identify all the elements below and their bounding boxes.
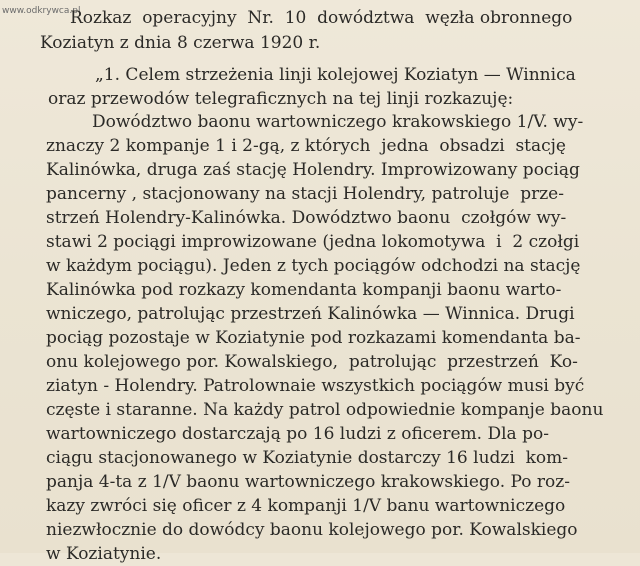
text-line: Koziatyn z dnia 8 czerwa 1920 r.: [40, 33, 321, 53]
text-line: częste i staranne. Na każdy patrol odpowiednie kompanje baonu: [46, 400, 604, 420]
text-line: wniczego, patrolując przestrzeń Kalinówka — Winnica. Drugi: [46, 304, 575, 324]
text-line: znaczy 2 kompanje 1 i 2-gą, z których jedna obsadzi stację: [46, 136, 566, 156]
text-line: w każdym pociągu). Jeden z tych pociągów odchodzi na stację: [46, 256, 581, 276]
text-line: oraz przewodów telegraficznych na tej linji rozkazuję:: [48, 89, 514, 109]
text-line: Rozkaz operacyjny Nr. 10 dowództwa węzła obronnego: [70, 8, 573, 28]
text-line: Dowództwo baonu wartowniczego krakowskiego 1/V. wy-: [92, 112, 584, 132]
text-line: Kalinówka, druga zaś stację Holendry. Improwizowany pociąg: [46, 160, 580, 180]
text-line: ciągu stacjonowanego w Koziatynie dostarczy 16 ludzi kom-: [46, 448, 569, 468]
text-line: wartowniczego dostarczają po 16 ludzi z oficerem. Dla po-: [46, 424, 549, 444]
text-line: onu kolejowego por. Kowalskiego, patrolując przestrzeń Ko-: [46, 352, 578, 372]
text-line: w Koziatynie.: [46, 544, 162, 564]
text-line: pancerny , stacjonowany na stacji Holendry, patroluje prze-: [46, 184, 564, 204]
text-line: niezwłocznie do dowódcy baonu kolejowego por. Kowalskiego: [46, 520, 578, 540]
text-line: stawi 2 pociągi improwizowane (jedna lokomotywa i 2 czołgi: [46, 232, 580, 252]
text-line: kazy zwróci się oficer z 4 kompanji 1/V banu wartowniczego: [46, 496, 566, 516]
text-line: strzeń Holendry-Kalinówka. Dowództwo baonu czołgów wy-: [46, 208, 567, 228]
text-line: „1. Celem strzeżenia linji kolejowej Koziatyn — Winnica: [95, 65, 576, 85]
text-line: ziatyn - Holendry. Patrolownaie wszystkich pociągów musi być: [46, 376, 585, 396]
text-line: Kalinówka pod rozkazy komendanta kompanji baonu warto-: [46, 280, 562, 300]
watermark: www.odkrywca.pl: [2, 6, 81, 16]
text-line: pociąg pozostaje w Koziatynie pod rozkazami komendanta ba-: [46, 328, 581, 348]
text-line: panja 4-ta z 1/V baonu wartowniczego krakowskiego. Po roz-: [46, 472, 570, 492]
